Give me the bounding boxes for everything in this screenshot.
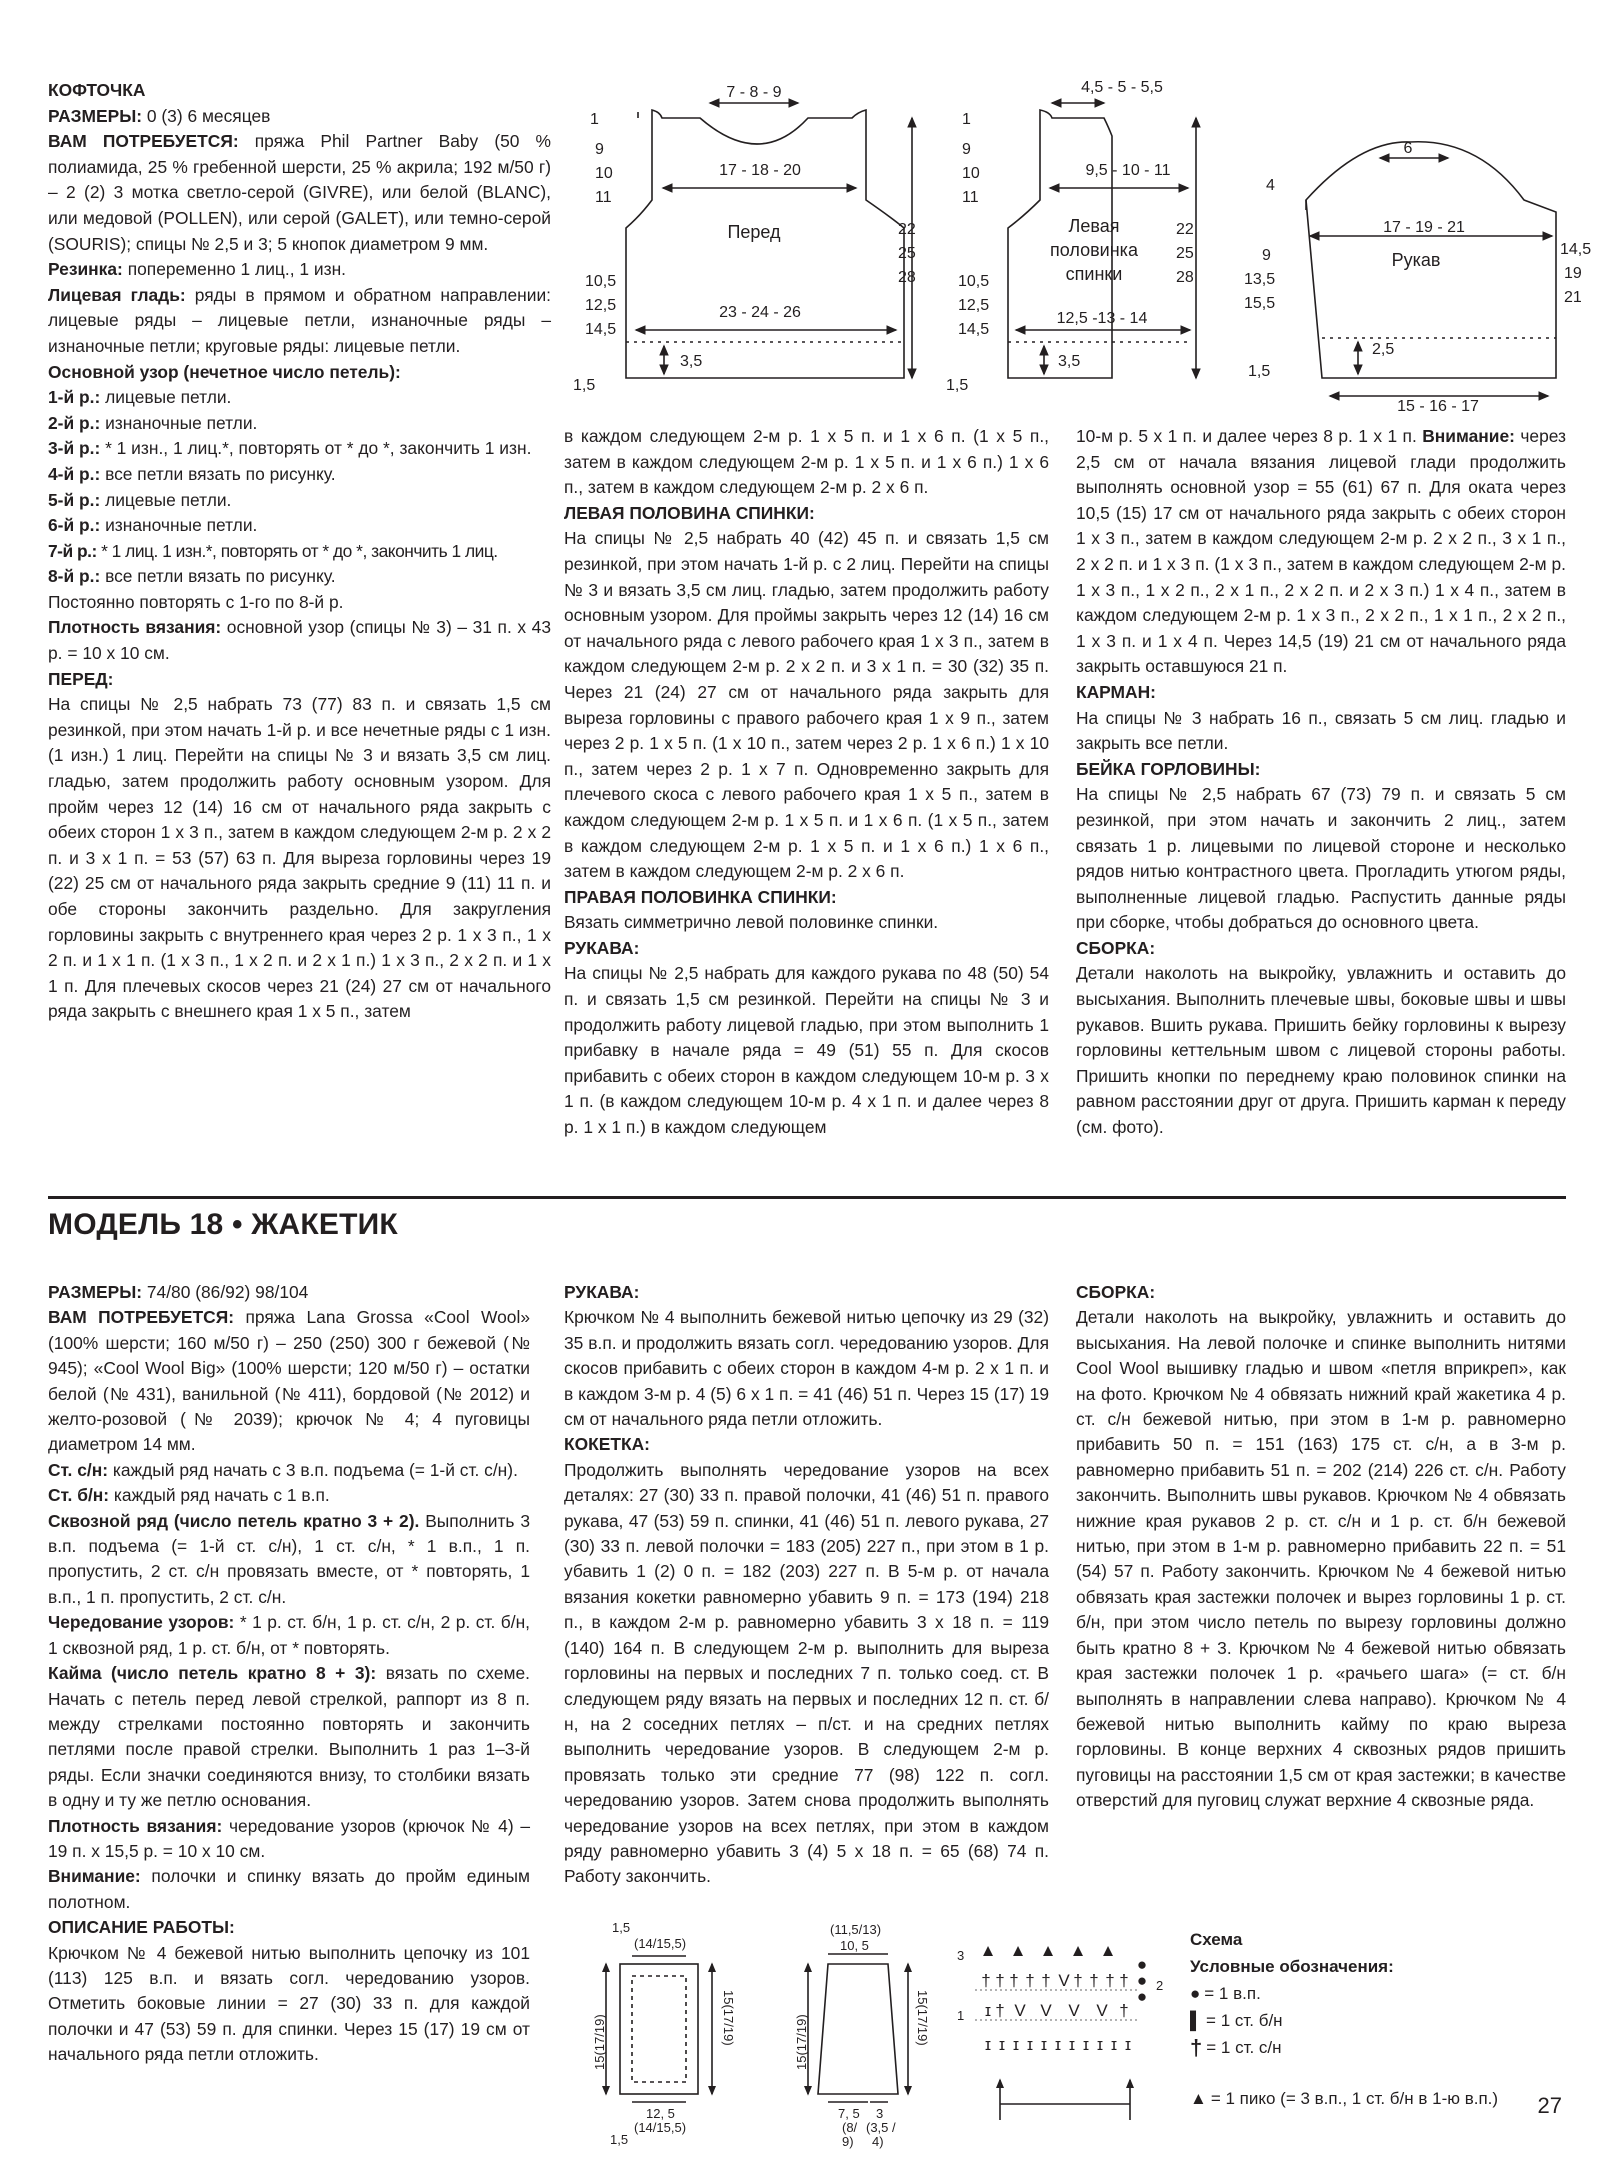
row-4: 4-й р.: все петли вязать по рисунку. [48,463,336,484]
svg-text:†: † [995,2001,1005,2020]
svg-text:ɪ: ɪ [984,2035,992,2054]
front-continued: в каждом следующем 2-м р. 1 x 5 п. и 1 x 6 п. (1 x 5 п., затем в каждом следующем 2-м р. 1 x 5 п. и 1 x 6 п.) 1 x 6 п., затем в каждом следующем 2-м р. 2 x 6 п. [564,426,1049,498]
main-pattern-head: Основной узор (нечетное число петель): [48,361,401,382]
svg-text:12,5: 12,5 [585,297,617,314]
sleeve-schematic [818,1964,898,2094]
svg-text:2: 2 [1156,1978,1164,1993]
svg-text:●: ● [1136,1971,1148,1990]
svg-text:спинки: спинки [1065,264,1123,284]
row-1: 1-й р.: лицевые петли. [48,387,232,408]
col-3 [1076,424,1566,1141]
svg-text:ɪ: ɪ [1110,2035,1118,2054]
note-2: Внимание: полочки и спинку вязать до пройм единым полотном. [48,1866,530,1912]
legend-sc: ▌ = 1 ст. б/н [1190,2007,1498,2034]
row-5: 5-й р.: лицевые петли. [48,489,232,510]
svg-text:14,5: 14,5 [1560,241,1592,258]
svg-text:3: 3 [876,2106,884,2121]
left-back-text: На спицы № 2,5 набрать 40 (42) 45 п. и связать 1,5 см резинкой, при этом начать 1-й р. с 2 лиц. Перейти на спицы № 3 и вязать 3,5 см лиц. гладью, затем продолжить работу основным узором. Для проймы закрыть через 12 (14) 16 см от начального ряда с левого рабочего края 1 x 3 п., затем в каждом следующем 2-м р. 2 x 2 п. и 3 x 1 п. = 30 (32) 35 п. Через 21 (24) 27 см от начального ряда закрыть для выреза горловины с правого рабочего края 1 x 9 п., затем через 2 р. 1 x 5 п. (1 x 10 п., затем через 2 р. 1 x 6 п.) 1 x 10 п., затем через 2 р. 1 x 7 п. Одновременно закрыть для плечевого скоса с левого рабочего края 1 x 5 п., затем в каждом следующем 2-м р. 1 x 5 п. и 1 x 6 п. (1 x 5 п., затем в каждом следующем 2-м р. 1 x 5 п. и 1 x 6 п.) 1 x 6 п., затем в каждом следующем 2-м р. 2 x 6 п. [564,528,1049,882]
single-crochet-icon: ▌ [1190,2011,1203,2030]
sc-def: Ст. б/н: каждый ряд начать с 1 в.п. [48,1485,330,1506]
double-crochet-icon: † [1190,2035,1203,2060]
svg-text:12,5 -13 - 14: 12,5 -13 - 14 [1056,310,1148,327]
svg-text:25: 25 [1176,245,1194,262]
sleeves-heading-2: РУКАВА: [564,1282,640,1302]
svg-text:ɪ: ɪ [1040,2035,1048,2054]
svg-text:14,5: 14,5 [585,321,617,338]
materials: ВАМ ПОТРЕБУЕТСЯ: пряжа Phil Partner Baby (50 % полиамида, 25 % гребенной шерсти, 25 % акрила; 192 м/50 г) – 2 (2) 3 мотка светло-серой (GIVRE), или белой (BLANC), или медовой (POLLEN), или серой (GALET), или темно-серой (SOURIS); спицы № 2,5 и 3; 5 кнопок диаметром 9 мм. [48,131,551,254]
svg-text:22: 22 [1176,221,1194,238]
svg-text:28: 28 [1176,269,1194,286]
chart-symbols [980,1941,1148,2054]
svg-text:1: 1 [957,2008,965,2023]
svg-text:●: ● [1136,1955,1148,1974]
svg-text:▲: ▲ [1069,1941,1087,1960]
svg-text:17 - 19 - 21: 17 - 19 - 21 [1383,219,1465,236]
svg-text:Левая: Левая [1068,216,1120,236]
svg-text:(14/15,5): (14/15,5) [634,1936,687,1951]
svg-text:†: † [1009,1971,1019,1990]
sleeves-continued: 10-м р. 5 x 1 п. и далее через 8 р. 1 x 1 п. Внимание: через 2,5 см от начала вязания лицевой глади продолжить выполнять основной узор = 55 (61) 67 п. Для оката через 10,5 (15) 17 см от начального ряда закрыть с обеих сторон 1 x 3 п., затем в каждом следующем 2-м р. 2 x 2 п., 3 x 1 п., 2 x 2 п. и 1 x 3 п. (1 x 3 п., затем в каждом следующем 2-м р. 1 x 3 п., 1 x 2 п., 2 x 1 п., 2 x 2 п. и 2 x 3 п.) 1 x 4 п., затем в каждом следующем 2-м р. 1 x 3 п., 2 x 2 п., 1 x 1 п., 2 x 2 п., 1 x 3 п. и 1 x 4 п. Через 14,5 (19) 21 см от начального ряда закрыть оставшуюся 21 п. [1076,426,1566,677]
gauge-2: Плотность вязания: чередование узоров (крючок № 4) – 19 п. x 15,5 р. = 10 x 10 см. [48,1815,530,1861]
svg-text:†: † [1089,1971,1099,1990]
svg-text:ɪ: ɪ [1026,2035,1034,2054]
svg-text:1: 1 [590,111,599,128]
svg-text:2,5: 2,5 [1372,341,1395,358]
svg-text:14,5: 14,5 [958,321,990,338]
page-number: 27 [1537,2093,1562,2118]
svg-text:●: ● [1136,1987,1148,2006]
svg-text:22: 22 [898,221,916,238]
svg-text:4: 4 [1266,177,1275,194]
pocket-heading: КАРМАН: [1076,681,1156,702]
model-title: МОДЕЛЬ 18 • ЖАКЕТИК [48,1208,398,1241]
svg-text:15(17/19): 15(17/19) [592,2014,607,2070]
row-7: 7-й р.: * 1 лиц. 1 изн.*, повторять от * до *, закончить 1 лиц. [48,540,498,561]
dc-def: Ст. с/н: каждый ряд начать с 3 в.п. подъема (= 1-й ст. с/н). [48,1459,518,1480]
svg-text:15,5: 15,5 [1244,295,1276,312]
svg-text:(14/15,5): (14/15,5) [634,2120,687,2135]
legend-title: Схема [1190,1930,1243,1949]
svg-text:3,5: 3,5 [1058,353,1081,370]
svg-text:1,5: 1,5 [946,377,969,394]
svg-text:†: † [1025,1971,1035,1990]
svg-text:V: V [1040,2001,1052,2020]
gauge: Плотность вязания: основной узор (спицы № 3) – 31 п. x 43 р. = 10 x 10 см. [48,617,551,664]
svg-text:9: 9 [962,141,971,158]
picot-icon: ▲ [1190,2089,1207,2108]
svg-text:ɪ: ɪ [998,2035,1006,2054]
neckband-heading: БЕЙКА ГОРЛОВИНЫ: [1076,758,1261,779]
svg-text:9: 9 [1262,247,1271,264]
col-6 [1076,1280,1566,1814]
svg-text:9,5 - 10 - 11: 9,5 - 10 - 11 [1085,162,1171,179]
left-back-heading: ЛЕВАЯ ПОЛОВИНА СПИНКИ: [564,502,815,523]
svg-text:15(17/19): 15(17/19) [915,1990,930,2046]
svg-text:7 - 8 - 9: 7 - 8 - 9 [726,84,782,101]
svg-text:▲: ▲ [1009,1941,1027,1960]
svg-text:15(17/19): 15(17/19) [794,2014,809,2070]
schematics-top [0,0,1614,420]
svg-text:†: † [1119,2001,1129,2020]
svg-text:(8/: (8/ [842,2120,858,2135]
sizes-2: РАЗМЕРЫ: 74/80 (86/92) 98/104 [48,1282,309,1302]
svg-text:ɪ: ɪ [1054,2035,1062,2054]
work-heading: ОПИСАНИЕ РАБОТЫ: [48,1917,235,1938]
svg-text:ɪ: ɪ [984,2001,992,2020]
legend-ch: ● = 1 в.п. [1190,1980,1498,2007]
section-title: КОФТОЧКА [48,80,146,100]
front-text: На спицы № 2,5 набрать 73 (77) 83 п. и связать 1,5 см резинкой, при этом начать 1-й р. и все нечетные ряды с 1 изн. (1 изн.) 1 лиц. Перейти на спицы № 3 и вязать 3,5 см лиц. гладью, затем продолжить работу основным узором. Для пройм через 12 (14) 16 см от начального ряда закрыть с обеих сторон 1 x 3 п., затем в каждом следующем 2-м р. 2 x 2 п. и 3 x 1 п. = 53 (57) 63 п. Для выреза горловины через 19 (22) 25 см от начального ряда закрыть средние 9 (11) 11 п. и обе стороны закончить раздельно. Для закругления горловины закрыть с внутреннего края через 2 р. 1 x 3 п., 1 x 2 п. и 1 x 1 п. (1 x 3 п., 1 x 2 п. и 2 x 1 п.) 1 x 3 п., 2 x 2 п. и 1 x 1 п. Для плечевых скосов через 21 (24) 27 см от начального ряда закрыть с внешнего края 1 x 5 п., затем [48,694,551,1022]
svg-text:(11,5/13): (11,5/13) [830,1922,882,1937]
svg-text:V: V [1096,2001,1108,2020]
svg-text:1,5: 1,5 [612,1920,631,1935]
svg-text:4,5 - 5 - 5,5: 4,5 - 5 - 5,5 [1081,79,1163,96]
edging: Кайма (число петель кратно 8 + 3): вязать по схеме. Начать с петель перед левой стрелкой, раппорт из 8 п. между стрелками постоянно повторять и закончить петлями после правой стрелки. Выполнить 1 раз 1–3-й ряды. Если значки соединяются внизу, то столбики вязать в одну и ту же петлю основания. [48,1663,530,1811]
col-2 [564,424,1049,1141]
svg-text:†: † [1073,1971,1083,1990]
assembly-heading: СБОРКА: [1076,937,1156,958]
row-8: 8-й р.: все петли вязать по рисунку. [48,566,336,587]
svg-text:▲: ▲ [1099,1941,1117,1960]
pocket-text: На спицы № 3 набрать 16 п., связать 5 см лиц. гладью и закрыть все петли. [1076,707,1566,754]
svg-text:11: 11 [962,189,979,206]
svg-text:17 - 18 - 20: 17 - 18 - 20 [719,162,801,179]
svg-text:4): 4) [872,2134,884,2149]
repeat-note: Постоянно повторять с 1-го по 8-й р. [48,591,344,612]
front-outline [626,110,904,378]
svg-text:10: 10 [962,165,980,182]
svg-text:V: V [1014,2001,1026,2020]
stockinette-pattern: Лицевая гладь: ряды в прямом и обратном направлении: лицевые ряды – лицевые петли, изнаночные ряды – изнаночные петли; круговые ряды: лицевые петли. [48,284,551,356]
work-text: Крючком № 4 бежевой нитью выполнить цепочку из 101 (113) 125 в.п. и вязать согл. чередованию узоров. Отметить боковые линии = 27 (30) 33 п. для каждой полочки и 47 (53) 59 п. для спинки. Через 15 (17) 19 см от начального ряда петли отложить. [48,1942,530,2065]
sleeves-text: На спицы № 2,5 набрать для каждого рукава по 48 (50) 54 п. и связать 1,5 см резинкой. Перейти на спицы № 3 и продолжить работу лицевой гладью, при этом выполнить 1 прибавку в начале ряда = 49 (51) 55 п. Для скосов прибавить с обеих сторон в каждом следующем 10-м р. 3 x 1 п. (в каждом следующем 10-м р. 4 x 1 п. и далее через 8 р. 1 x 1 п.) в каждом следующем [564,963,1049,1138]
legend-dc: † = 1 ст. с/н [1190,2035,1282,2060]
svg-text:15 - 16 - 17: 15 - 16 - 17 [1397,398,1479,415]
svg-text:3,5: 3,5 [680,353,703,370]
svg-text:1,5: 1,5 [573,377,596,394]
svg-text:1,5: 1,5 [1248,363,1271,380]
svg-text:V: V [1068,2001,1080,2020]
svg-text:19: 19 [1564,265,1582,282]
right-back-text: Вязать симметрично левой половинке спинки. [564,912,939,933]
svg-text:▲: ▲ [1039,1941,1057,1960]
svg-text:ɪ: ɪ [1082,2035,1090,2054]
svg-text:28: 28 [898,269,916,286]
svg-text:†: † [1105,1971,1115,1990]
assembly-text: Детали наколоть на выкройку, увлажнить и оставить до высыхания. Выполнить плечевые швы, боковые швы и швы рукавов. Вшить рукава. Пришить бейку горловины к вырезу горловины кеттельным швом с лицевой стороны работы. Пришить кнопки по переднему краю половинок спинки на равном расстоянии друг от друга. Пришить карман к переду (см. фото). [1076,963,1566,1138]
svg-text:3: 3 [957,1948,965,1963]
svg-text:9: 9 [595,141,604,158]
svg-text:15(17/19): 15(17/19) [721,1990,736,2046]
yoke-text: Продолжить выполнять чередование узоров на всех деталях: 27 (30) 33 п. правой полочки, 41 (46) 51 п. правого рукава, 47 (53) 59 п. спинки, 41 (46) 51 п. левого рукава, 27 (30) 33 п. левой полочки = 183 (205) 227 п., при этом в 1 р. убавить 1 (2) 0 п. = 182 (203) 227 п. В 5-м р. от начала вязания кокетки равномерно убавить 9 п. = 173 (194) 218 п., в каждом 2-м р. равномерно убавить 3 x 18 п. = 119 (140) 164 п. В следующем 2-м р. выполнить для выреза горловины на первых и последних 7 п. только соед. ст. В следующем ряду вязать на первых и последних 12 п. ст. б/н, на 2 соседних петлях – п/ст. и на средних петлях выполнить чередование узоров. В следующем 2-м р. провязать только эти средние 77 (98) 122 п. согл. чередованию узоров. Затем снова продолжить выполнять чередование узоров на всех петлях, при этом в каждом ряду равномерно убавить 3 (4) 5 x 18 п. = 65 (68) 74 п. Работу закончить. [564,1459,1049,1887]
svg-text:12,5: 12,5 [958,297,990,314]
assembly-text-2: Детали наколоть на выкройку, увлажнить и оставить до высыхания. На левой полочке и спинке выполнить нитями Cool Wool вышивку гладью и швом «петля вприкреп», как на фото. Крючком № 4 обвязать нижний край жакетика 4 р. ст. с/н бежевой нитью, при этом в 1-м р. равномерно прибавить 50 п. = 151 (163) 175 ст. с/н, а в 3-м р. равномерно прибавить 51 п. = 202 (214) 226 ст. с/н. Работу закончить. Выполнить швы рукавов. Крючком № 4 обвязать нижние края рукавов 2 р. ст. с/н и 1 р. ст. б/н бежевой нитью, при этом в 1-м р. равномерно прибавить 22 п. = 51 (54) 57 п. Работу закончить. Крючком № 4 бежевой нитью обвязать края застежки полочек и вырез горловины 1 р. ст. б/н, при этом число петель по вырезу горловины должно быть кратно 8 + 3. Крючком № 4 бежевой нитью обвязать края застежки полочек 1 р. «рачьего шага» (= ст. б/н выполнять в направлении слева направо). Крючком № 4 бежевой нитью выполнить кайму по краю выреза горловины. В конце верхних 4 сквозных рядов пришить пуговицы на расстоянии 1,5 см от края застежки; в качестве отверстий для пуговиц служат верхние 4 сквозные ряда. [1076,1307,1566,1811]
svg-text:Рукав: Рукав [1391,250,1441,270]
svg-text:1: 1 [962,111,971,128]
svg-text:†: † [995,1971,1005,1990]
svg-text:23 - 24 - 26: 23 - 24 - 26 [719,304,801,321]
svg-text:21: 21 [1564,289,1582,306]
row-3: 3-й р.: * 1 изн., 1 лиц.*, повторять от * до *, закончить 1 изн. [48,438,532,459]
row-2: 2-й р.: изнаночные петли. [48,412,258,433]
materials-2: ВАМ ПОТРЕБУЕТСЯ: пряжа Lana Grossa «Cool Wool» (100% шерсти; 160 м/50 г) – 250 (250) 300 г бежевой (№ 945); «Cool Wool Big» (100% шерсти; 120 м/50 г) – остатки белой (№ 431), ванильной (№ 411), бордовой (№ 2012) и желто-розовой (№ 2039); крючок № 4; 4 пуговицы диаметром 14 мм. [48,1307,531,1455]
svg-text:†: † [1041,1971,1051,1990]
svg-text:9): 9) [842,2134,854,2149]
col-5 [564,1280,1049,1890]
svg-text:ɪ: ɪ [1068,2035,1076,2054]
svg-text:ɪ: ɪ [1124,2035,1132,2054]
svg-text:10,5: 10,5 [958,273,990,290]
mesh-row: Сквозной ряд (число петель кратно 3 + 2). Выполнить 3 в.п. подъема (= 1-й ст. с/н), 1 ст. с/н, * 1 в.п., 1 п. пропустить, 2 ст. с/н провязать вместе, от * повторять, 1 в.п., 1 п. пропустить, 2 ст. с/н. [48,1510,531,1607]
svg-text:(3,5 /: (3,5 / [866,2120,896,2135]
legend [1190,1926,1498,2112]
svg-text:половинка: половинка [1050,240,1138,260]
rib-pattern: Резинка: попеременно 1 лиц., 1 изн. [48,259,346,280]
sleeves-text-2: Крючком № 4 выполнить бежевой нитью цепочку из 29 (32) 35 в.п. и продолжить вязать согл. чередованию узоров. Для скосов прибавить с обеих сторон в каждом 4-м р. 2 x 1 п. и в каждом 3-м р. 4 (5) 6 x 1 п. = 41 (46) 51 п. Через 15 (17) 19 см от начального ряда петли отложить. [564,1307,1049,1430]
svg-text:†: † [1119,1971,1129,1990]
neckband-text: На спицы № 2,5 набрать 67 (73) 79 п. и связать 5 см резинкой, при этом начать и закончить 2 лиц., затем связать 1 р. лицевыми по лицевой стороне и несколько рядов нитью контрастного цвета. Прогладить утюгом ряды, выполненные лицевой гладью. Распустить данные ряды при сборке, чтобы добраться до основного цвета. [1076,784,1566,933]
sleeves-heading: РУКАВА: [564,937,640,958]
section-divider [48,1196,1566,1199]
sizes: РАЗМЕРЫ: 0 (3) 6 месяцев [48,105,271,126]
svg-text:11: 11 [595,189,612,206]
svg-text:†: † [981,1971,991,1990]
front-heading: ПЕРЕД: [48,668,114,689]
legend-picot: ▲ = 1 пико (= 3 в.п., 1 ст. б/н в 1-ю в.п.) [1190,2085,1498,2112]
right-back-heading: ПРАВАЯ ПОЛОВИНКА СПИНКИ: [564,886,837,907]
svg-text:ɪ: ɪ [1096,2035,1104,2054]
svg-text:1,5: 1,5 [610,2132,629,2147]
row-6: 6-й р.: изнаночные петли. [48,515,258,536]
yoke-heading: КОКЕТКА: [564,1434,650,1455]
svg-text:10: 10 [595,165,613,182]
svg-text:▲: ▲ [979,1941,997,1960]
legend-subtitle: Условные обозначения: [1190,1957,1394,1976]
chain-icon: ● [1190,1984,1201,2003]
svg-text:12, 5: 12, 5 [646,2106,675,2121]
svg-text:13,5: 13,5 [1244,271,1276,288]
svg-text:V: V [1058,1971,1070,1990]
front-label: Перед [727,222,781,242]
svg-text:10, 5: 10, 5 [840,1938,869,1953]
svg-text:6: 6 [1403,140,1413,157]
alternation: Чередование узоров: * 1 р. ст. б/н, 1 р. ст. с/н, 2 р. ст. б/н, 1 сквозной ряд, 1 р. ст. б/н, от * повторять. [48,1612,531,1658]
svg-text:10,5: 10,5 [585,273,617,290]
svg-text:ɪ: ɪ [1012,2035,1020,2054]
svg-text:7, 5: 7, 5 [838,2106,860,2121]
svg-text:25: 25 [898,245,916,262]
assembly-heading-2: СБОРКА: [1076,1282,1156,1302]
